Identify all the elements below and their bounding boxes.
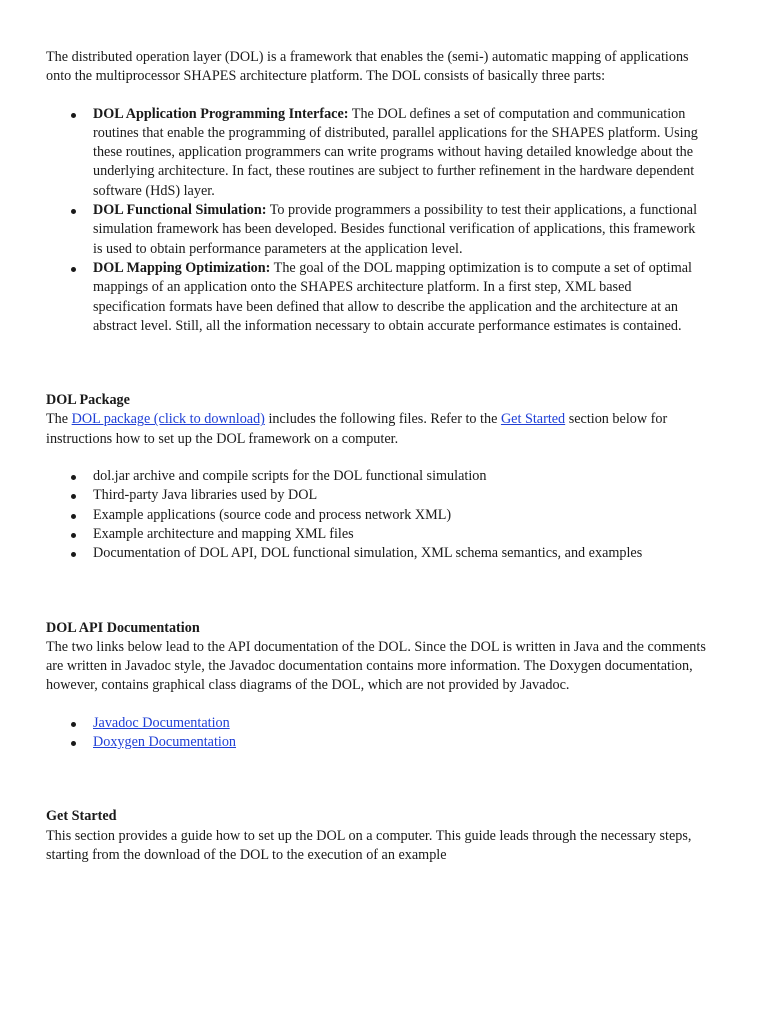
list-item: [46, 259, 706, 336]
list-item: [46, 733, 706, 752]
list-item: [46, 105, 706, 201]
list-item: Third-party Java libraries used by DOL: [46, 486, 706, 505]
list-item: Documentation of DOL API, DOL functional simulation, XML schema semantics, and examples: [46, 544, 706, 563]
list-item: Example applications (source code and process network XML): [46, 506, 706, 525]
section-heading-dol-package: DOL Package: [46, 392, 130, 409]
section-heading-api-documentation: DOL API Documentation: [46, 619, 200, 636]
api-paragraph: The two links below lead to the API documentation of the DOL. Since the DOL is written in Java and the comments are written in Javadoc style, the Javadoc documentation contains more information. The Doxygen documentation, however, contains graphical class diagrams of the DOL, which are not provided by Javadoc.: [46, 638, 706, 694]
intro-paragraph: The distributed operation layer (DOL) is a framework that enables the (semi-) automatic mapping of applications onto the multiprocessor SHAPES architecture platform. The DOL consists of basically three parts:: [46, 49, 689, 85]
part-title: DOL Functional Simulation:: [93, 202, 267, 219]
document-content: [46, 48, 706, 865]
section-heading-get-started: Get Started: [46, 808, 117, 825]
list-item: [46, 714, 706, 733]
doxygen-link[interactable]: Doxygen Documentation: [93, 734, 237, 751]
package-text: includes the following files. Refer to the: [264, 411, 501, 428]
package-files-list: [46, 467, 706, 563]
api-links-list: [46, 714, 706, 753]
list-item: Example architecture and mapping XML files: [46, 525, 706, 544]
package-text: section below for instructions how to set up the DOL framework on a computer.: [46, 411, 668, 447]
javadoc-link[interactable]: Javadoc Documentation: [93, 714, 230, 731]
list-item: [46, 201, 706, 259]
package-download-link[interactable]: DOL package (click to download): [71, 411, 265, 428]
package-paragraph: [46, 410, 706, 449]
part-description: The goal of the DOL mapping optimization is to compute a set of optimal mappings of an application onto the SHAPES architecture platform. In a first step, XML based specification formats have been defined that allow to describe the application and the architecture at an abstract level. Still, all the information necessary to obtain accurate performance estimates is contained.: [93, 259, 692, 334]
part-title: DOL Mapping Optimization:: [93, 259, 271, 276]
get-started-paragraph: This section provides a guide how to set up the DOL on a computer. This guide leads through the necessary steps, starting from the download of the DOL to the execution of an example: [46, 827, 692, 863]
part-description: To provide programmers a possibility to test their applications, a functional simulation framework has been developed. Besides functional verification of applications, this framework is used to obtain performance parameters at the application level.: [93, 202, 698, 257]
part-title: DOL Application Programming Interface:: [93, 105, 349, 122]
package-text: The: [46, 411, 72, 428]
part-description: The DOL defines a set of computation and communication routines that enable the programming of distributed, parallel applications for the SHAPES platform. Using these routines, application programmers can write programs without having detailed knowledge about the underlying architecture. In fact, these routines are subject to further refinement in the hardware dependent software (HdS) layer.: [93, 105, 698, 199]
list-item: dol.jar archive and compile scripts for the DOL functional simulation: [46, 467, 706, 486]
get-started-link[interactable]: Get Started: [500, 411, 566, 428]
dol-parts-list: [46, 105, 706, 337]
